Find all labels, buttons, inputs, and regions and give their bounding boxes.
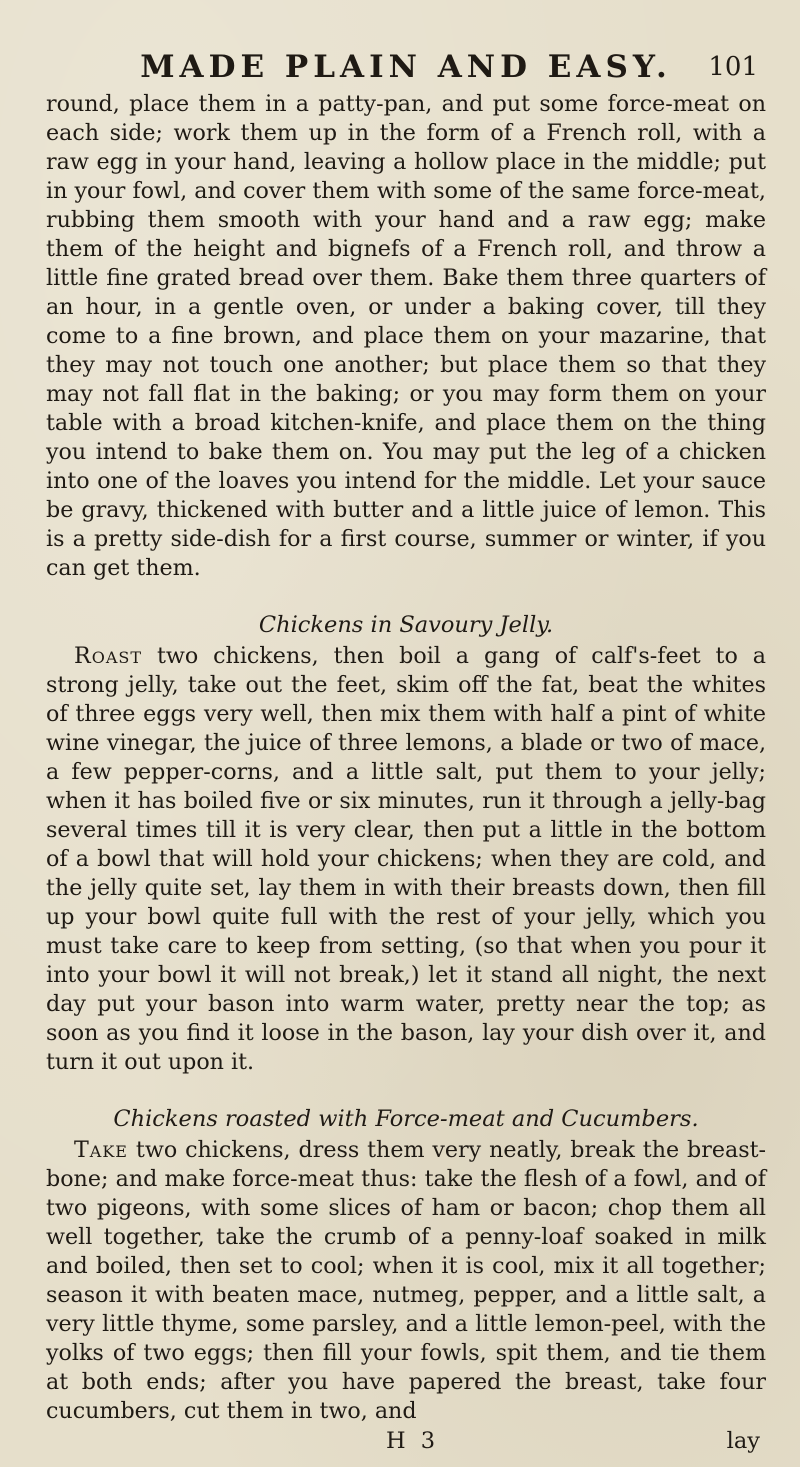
running-head (46, 44, 766, 90)
recipe-lead-word: Take (74, 1137, 128, 1163)
page-text (46, 90, 766, 1426)
signature-mark: H 3 (386, 1428, 440, 1454)
recipe-paragraph (46, 642, 766, 1077)
recipe-title: Chickens roasted with Force-meat and Cucumbers. (113, 1106, 699, 1132)
catchword: lay (726, 1428, 760, 1454)
page-footer (46, 1426, 766, 1456)
recipe-chickens-in-savoury-jelly (46, 611, 766, 1077)
recipe-title: Chickens in Savoury Jelly. (258, 612, 554, 638)
page-number: 101 (708, 52, 758, 82)
continuation-paragraph: round, place them in a patty-pan, and put some force-meat on each side; work them up in the form of a French roll, with a raw egg in your hand, leaving a hollow place in the middle; put in your fowl, and cover them with some of the same force-meat, rubbing them smooth with your hand and a raw egg; make them of the height and bignefs of a French roll, and throw a little fine grated bread over them. Bake them three quarters of an hour, in a gentle oven, or under a baking cover, till they come to a fine brown, and place them on your mazarine, that they may not touch one another; but place them so that they may not fall flat in the baking; or you may form them on your table with a broad kitchen-knife, and place them on the thing you intend to bake them on. You may put the leg of a chicken into one of the loaves you intend for the middle. Let your sauce be gravy, thickened with butter and a little juice of lemon. This is a pretty side-dish for a first course, summer or winter, if you can get them. (46, 91, 766, 581)
recipe-lead-word: Roast (74, 643, 143, 669)
recipe-chickens-roasted-with-force-meat (46, 1105, 766, 1426)
running-title: MADE PLAIN AND EASY. (140, 49, 672, 85)
recipe-paragraph (46, 1136, 766, 1426)
recipe-body: two chickens, then boil a gang of calf's-feet to a strong jelly, take out the feet, skim off the fat, beat the whites of three eggs very well, then mix them with half a pint of white wine vinegar, the juice of three lemons, a blade or two of mace, a few pepper-corns, and a little salt, put them to your jelly; when it has boiled five or six minutes, run it through a jelly-bag several times till it is very clear, then put a little in the bottom of a bowl that will hold your chickens; when they are cold, and the jelly quite set, lay them in with their breasts down, then fill up your bowl quite full with the rest of your jelly, which you must take care to keep from setting, (so that when you pour it into your bowl it will not break,) let it stand all night, the next day put your bason into warm water, pretty near the top; as soon as you find it loose in the bason, lay your dish over it, and turn it out upon it. (46, 643, 766, 1075)
recipe-body: two chickens, dress them very neatly, break the breast-bone; and make force-meat thus: take the flesh of a fowl, and of two pigeons, with some slices of ham or bacon; chop them all well together, take the crumb of a penny-loaf soaked in milk and boiled, then set to cool; when it is cool, mix it all together; season it with beaten mace, nutmeg, pepper, and a little salt, a very little thyme, some parsley, and a little lemon-peel, with the yolks of two eggs; then fill your fowls, spit them, and tie them at both ends; after you have papered the breast, take four cucumbers, cut them in two, and (46, 1137, 766, 1424)
